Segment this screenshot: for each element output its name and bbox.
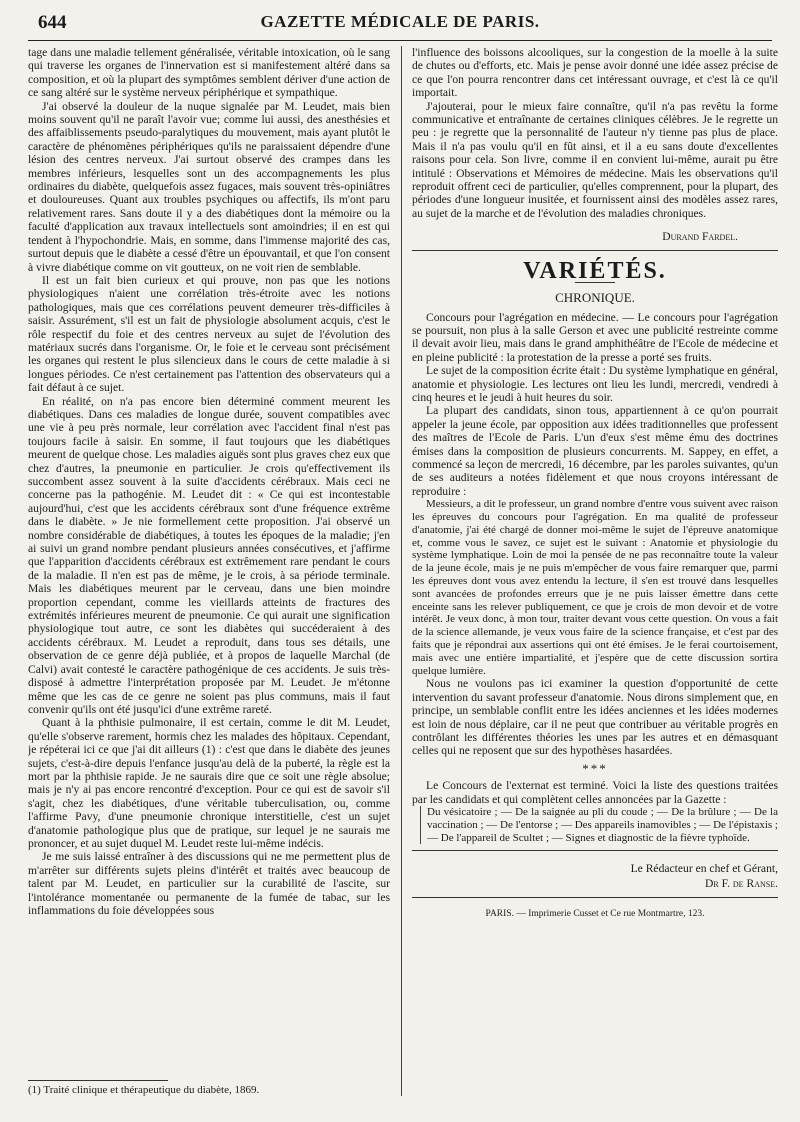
subhead: CHRONIQUE. [555, 290, 635, 306]
footnote: (1) Traité clinique et thérapeutique du diabète, 1869. [28, 1084, 260, 1096]
author-signature: Durand Fardel. [662, 230, 738, 244]
paragraph: l'influence des boissons alcooliques, sur la congestion de la moelle à la suite de chutes ou d'efforts, etc. Mais je pense avoir donné une idée assez précise de ce que l'on pourra rencontrer dans cet intéressant ouvrage, et c'est là ce qu'il importait. [412, 46, 778, 100]
printer-rule [412, 897, 778, 898]
paragraph: La plupart des candidats, sinon tous, appartiennent à ce qu'on pourrait appeler la jeune école, par opposition aux idées traditionnelles que professent des maîtres de l'Ecole de Paris. L'un d'eux s'est même ému des doctrines émises dans la composition de plusieurs concurrents. M. Sappey, en effet, a commencé sa leçon de mercredi, 16 décembre, par les paroles suivantes, qu'un de ses auditeurs a notées fidèlement et que nous croyons intéressant de reproduire : [412, 404, 778, 498]
signoff-line: Le Rédacteur en chef et Gérant, [630, 862, 778, 876]
paragraph: J'ai observé la douleur de la nuque signalée par M. Leudet, mais bien moins souvent qu'il ne paraît l'avoir vue; comme lui aussi, des anesthésies et des affaiblissements pseudo-paralytiques du mouvement, mais ayant plutôt le caractère de phénomènes périphériques qu'ils ne paraissaient dépendre d'une lésion des centres nerveux. J'ai surtout observé des crampes dans les membres inférieurs, lesquelles sont un des accompagnements les plus ordinaires du diabète, quelquefois assez fugaces, mais souvent très-opiniâtres et douloureuses. Quant aux troubles psychiques ou affectifs, ils m'ont paru relativement rares. Sans doute il y a des diabétiques dont la mémoire ou la faculté d'application aux travaux intellectuels sont amoindries; il en est qui tendent à l'hypochondrie. Mais, en somme, dans l'immense majorité des cas, surtout depuis que le diabète a cessé d'être un épouvantail, et que l'on consent à vivre diabétique comme on vit goutteux, on ne voit rien de semblable. [28, 99, 390, 274]
page-number: 644 [38, 12, 67, 33]
paragraph: Concours pour l'agrégation en médecine. — Le concours pour l'agrégation se poursuit, non plus à la salle Gerson et avec une publicité restreinte comme il devait avoir lieu, mais dans le grand amphithéâtre de l'Ecole de médecine et en pleine publicité : la protestation de la presse a porté ses fruits. [412, 310, 778, 364]
question-list: Du vésicatoire ; — De la saignée au pli du coude ; — De la brûlure ; — De la vaccination ; — De l'entorse ; — Des appareils inamovibles ; — De l'épistaxis ; — De l'appareil de Scultet ; — Signes et diagnostic de la fièvre typhoïde. [420, 806, 778, 844]
paragraph: tage dans une maladie tellement généralisée, véritable intoxication, où le sang qui traverse les organes de l'innervation est si manifestement altéré dans sa composition, et où la plupart des symptômes semblent dériver d'une action de ce sang altéré sur le système nerveux périphérique et sympathique. [28, 46, 390, 100]
paragraph: Quant à la phthisie pulmonaire, il est certain, comme le dit M. Leudet, qu'elle s'observe rarement, hormis chez les malades des hôpitaux. Cependant, je répéterai ici ce que j'ai dit ailleurs (1) : c'est que dans le diabète des jeunes sujets, c'est-à-dire depuis l'enfance jusqu'au delà de la puberté, la règle est la mort par la phthisie rapide. Je ne saurais dire que ce soit une règle absolue; mais je n'y ai pas encore rencontré d'exception. Pour ce qui est de savoir s'il s'agit, chez les diabétiques, d'une véritable tuberculisation, ou, comme l'affirme Pavy, d'une pneumonie chronique interstitielle, c'est un sujet d'anatomie pathologique plus que de pratique, sur lequel je ne saurais me prononcer, et au sujet duquel M. Leudet reste lui-même indécis. [28, 716, 390, 850]
printer-imprint: PARIS. — Imprimerie Cusset et Ce rue Montmartre, 123. [485, 909, 705, 920]
right-column [412, 46, 778, 1106]
quoted-speech: Messieurs, a dit le professeur, un grand nombre d'entre vous suivent avec raison les épreuves du concours pour l'agrégation. En ma qualité de professeur d'anatomie, j'ai été chargé de donner moi-même le sujet de l'épreuve anatomique et, comme vous le savez, ce sujet est le suivant : Anatomie et physiologie du système lymphatique. Loin de moi la pensée de ne pas reconnaître toute la valeur de la jeune école, mais je ne puis m'empêcher de vous faire remarquer que, parmi les épreuves dont vous avez entendu la lecture, il s'en est trouvé dans lesquelles sont avancées de profondes erreurs que je ne puis laisser émettre dans cette enceinte sans les relever publiquement, ce que je crois de mon devoir et de votre intérêt. Je veux donc, à mon tour, traiter devant vous cette question. On vous a fait de la science allemande, je veux vous faire de la science française, et c'est par des faits que je répondrai aux assertions qui ont été émises. Je le ferai courtoisement, mais avec une entière impartialité, et j'espère que de cette discussion sortira quelque lumière. [412, 498, 778, 677]
paragraph: Le sujet de la composition écrite était : Du système lymphatique en général, anatomie et physiologie. Les lectures ont lieu les lundi, mercredi, vendredi à cinq heures et le jeudi à huit heures du soir. [412, 364, 778, 404]
left-column [28, 46, 390, 1086]
paragraph: Le Concours de l'externat est terminé. Voici la liste des questions traitées par les candidats et qui complètent celles annoncées par la Gazette : [412, 779, 778, 806]
section-title: VARIÉTÉS. [523, 257, 667, 284]
column-divider [401, 46, 402, 1096]
header-rule [28, 40, 772, 41]
asterism: *** [582, 760, 608, 776]
paragraph: Nous ne voulons pas ici examiner la question d'opportunité de cette intervention du savant professeur d'anatomie. Nous dirons simplement que, en principe, un semblable conflit entre les idées anciennes et les idées modernes est loin de nous déplaire, car il ne peut que contribuer au véritable progrès en contrôlant les différentes théories les unes par les autres et en démasquant celles qui ne reposent que sur des hypothèses hasardées. [412, 677, 778, 758]
journal-title: GAZETTE MÉDICALE DE PARIS. [260, 12, 540, 31]
paragraph: En réalité, on n'a pas encore bien déterminé comment meurent les diabétiques. Dans ces maladies de longue durée, souvent compatibles avec une vie à peu près normale, leur corrélation avec l'accident final n'est pas toujours facile à saisir. En somme, il faut toujours que les diabétiques meurent de quelque chose. Les maladies aiguës sont plus graves chez eux que chez d'autres, la pneumonie en particulier. Je crois qu'effectivement ils succombent assez souvent à la suite d'accidents cérébraux. Mais ceci ne concerne pas la pathogénie. M. Leudet dit : « Ce qui est incontestable aujourd'hui, c'est que les accidents cérébraux sont d'une fréquence extrême dans le diabète. » Je nie formellement cette proposition. J'ai observé un nombre considérable de diabétiques, à toutes les époques de la maladie; j'en ai suivi un grand nombre pendant plusieurs années consécutives, et j'affirme que l'apparition d'accidents cérébraux est extrêmement rare pendant le cours de la maladie. Il n'en est pas de même, je le crois, à sa période terminale. Mais les diabétiques meurent par le cerveau, dans une bien moindre proportion cependant, comme les vieillards atteints de fractures des extrémités inférieures meurent de pneumonie. Ce qui aurait une signification physiologique tout autre, ce sont les diabètes qui succéderaient à des accidents cérébraux. M. Leudet a reproduit, dans tous ses détails, une observation de ce genre déjà publiée, et à propos de laquelle Marchal (de Calvi) avait contesté le caractère pathogénique de ces accidents. Je suis très-disposé à admettre l'interprétation proposée par M. Leudet. Je m'étonne même que les cas de ce genre ne soient pas plus communs, mais il faut convenir qu'ils ont été jusqu'ici d'une extrême rareté. [28, 394, 390, 716]
footnote-rule [28, 1080, 168, 1081]
paragraph: Il est un fait bien curieux et qui prouve, non pas que les notions physiologiques n'aient une corrélation très-étroite avec les notions pathologiques, mais que ces corrélations peuvent demeurer très-difficiles à saisir. Assurément, s'il est un fait de physiologie absolument acquis, c'est le rôle respectif du foie et des centres nerveux au sujet de l'évolution des matériaux sucrés dans l'organisme. Or, le foie et le cerveau sont précisément les organes qui restent le plus silencieux dans le cours de cette maladie à si longues périodes. Ce n'est certainement pas l'attention des observateurs qui a fait défaut à ce sujet. [28, 273, 390, 395]
closing-rule [412, 850, 778, 851]
paragraph: Je me suis laissé entraîner à des discussions qui ne me permettent plus de m'arrêter sur différents sujets pleins d'intérêt et traités avec beaucoup de talent par M. Leudet, en particulier sur la curabilité de l'ascite, sur l'intolérance momentanée ou permanente de la fumée de tabac, sur les inflammations du foie développées sous [28, 850, 390, 917]
editor-name: Dr F. de Ranse. [704, 877, 778, 891]
paragraph: J'ajouterai, pour le mieux faire connaître, qu'il n'a pas revêtu la forme communicative et entraînante de certaines cliniques célèbres. Je le regrette un peu : je regrette que la personnalité de l'auteur n'y tienne pas plus de place. Mais il n'a pas voulu qu'il en fût ainsi, et il a eu sans doute d'excellentes raisons pour cela. Son livre, comme il en convient lui-même, aurait pu être intitulé : Observations et Mémoires de médecine. Mais les observations qu'il reproduit offrent ceci de particulier, qu'elles comprennent, pour la plupart, des périodes d'une longueur inusitée, et fournissent ainsi des modèles assez rares, au sujet de la marche et de l'évolution des maladies chroniques. [412, 99, 778, 220]
section-rule [412, 250, 778, 251]
page-header [28, 6, 772, 36]
editor-signoff [412, 861, 778, 891]
